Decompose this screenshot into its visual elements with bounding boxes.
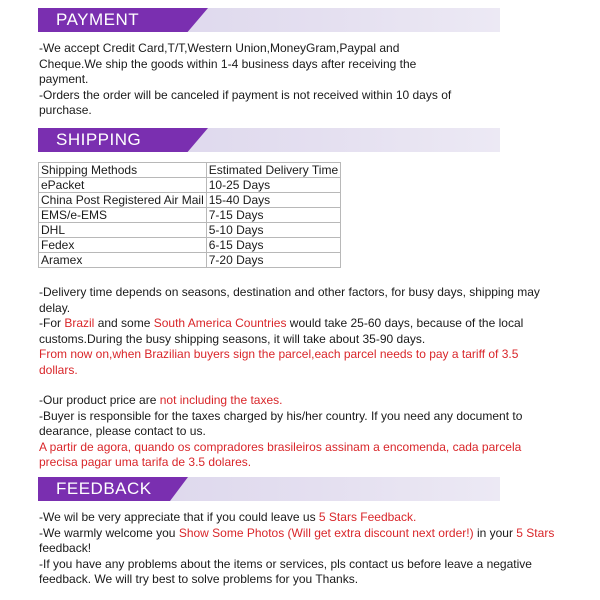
table-cell-time: 6-15 Days [206,238,340,253]
price-prefix: -Our product price are [39,393,160,407]
feedback-line-3: -If you have any problems about the items or services, pls contact us before leave a negative feedback. We will try best to solve problems for you Thanks. [39,556,532,586]
price-note [39,393,559,409]
feedback-header: FEEDBACK [56,479,152,498]
feedback-line-2 [39,526,559,557]
payment-header: PAYMENT [56,10,140,29]
payment-text [39,41,459,119]
table-header-time: Estimated Delivery Time [206,163,340,178]
table-row [39,238,341,253]
table-header-method: Shipping Methods [39,163,207,178]
photos-highlight: Show Some Photos (Will get extra discount next order!) [178,525,474,540]
tariff-note: From now on,when Brazilian buyers sign the parcel,each parcel needs to pay a tariff of 3.5 dollars. [39,347,519,377]
feedback-text [39,510,559,588]
feedback-banner [38,477,500,501]
tax-text [39,393,559,471]
brazil-rest: would take 25-60 days, because of the local customs.During the busy shipping seasons, it will take about 35-90 days. [39,316,524,346]
brazil-highlight: Brazil [64,316,95,330]
feedback-line-2-mid: in your [473,525,517,540]
table-cell-time: 15-40 Days [206,193,340,208]
table-cell-method: DHL [39,223,207,238]
brazil-note [39,316,559,347]
table-cell-time: 7-20 Days [206,253,340,268]
table-cell-method: ePacket [39,178,207,193]
table-cell-time: 10-25 Days [206,178,340,193]
table-cell-method: China Post Registered Air Mail [39,193,207,208]
table-cell-method: Aramex [39,253,207,268]
table-cell-time: 7-15 Days [206,208,340,223]
portuguese-note: A partir de agora, quando os compradores brasileiros assinam a encomenda, cada parcela precisa pagar uma tarifa de 3.5 dolares. [39,439,522,469]
table-header-row [39,163,341,178]
feedback-line-1 [39,510,559,526]
payment-line-2: -Orders the order will be canceled if payment is not received within 10 days of purchase. [39,87,452,117]
brazil-prefix: -For [39,316,65,330]
table-cell-time: 5-10 Days [206,223,340,238]
five-stars-highlight: 5 Stars Feedback. [318,510,417,524]
table-row [39,223,341,238]
feedback-line-2-prefix: -We warmly welcome you [39,525,179,540]
shipping-header: SHIPPING [56,130,142,149]
five-stars-highlight-2: 5 Stars [516,525,555,540]
table-row [39,193,341,208]
feedback-line-1-prefix: -We wil be very appreciate that if you could leave us [39,510,319,524]
table-row [39,253,341,268]
tax-responsibility: -Buyer is responsible for the taxes charged by his/her country. If you need any document to dearance, please contact to us. [39,408,523,438]
table-row [39,178,341,193]
shipping-banner [38,128,500,152]
payment-line-1: -We accept Credit Card,T/T,Western Union,MoneyGram,Paypal and Cheque.We ship the goods within 1-4 business days after receiving the payment. [39,41,417,86]
south-america-highlight: South America Countries [153,316,287,330]
delivery-note: -Delivery time depends on seasons, destination and other factors, for busy days, shipping may delay. [39,285,540,315]
table-cell-method: Fedex [39,238,207,253]
brazil-mid: and some [94,316,154,330]
table-cell-method: EMS/e-EMS [39,208,207,223]
table-row [39,208,341,223]
payment-banner [38,8,500,32]
shipping-table [38,162,341,268]
delivery-text [39,285,559,378]
feedback-line-2-suffix: feedback! [39,541,92,555]
price-highlight: not including the taxes. [159,393,283,407]
